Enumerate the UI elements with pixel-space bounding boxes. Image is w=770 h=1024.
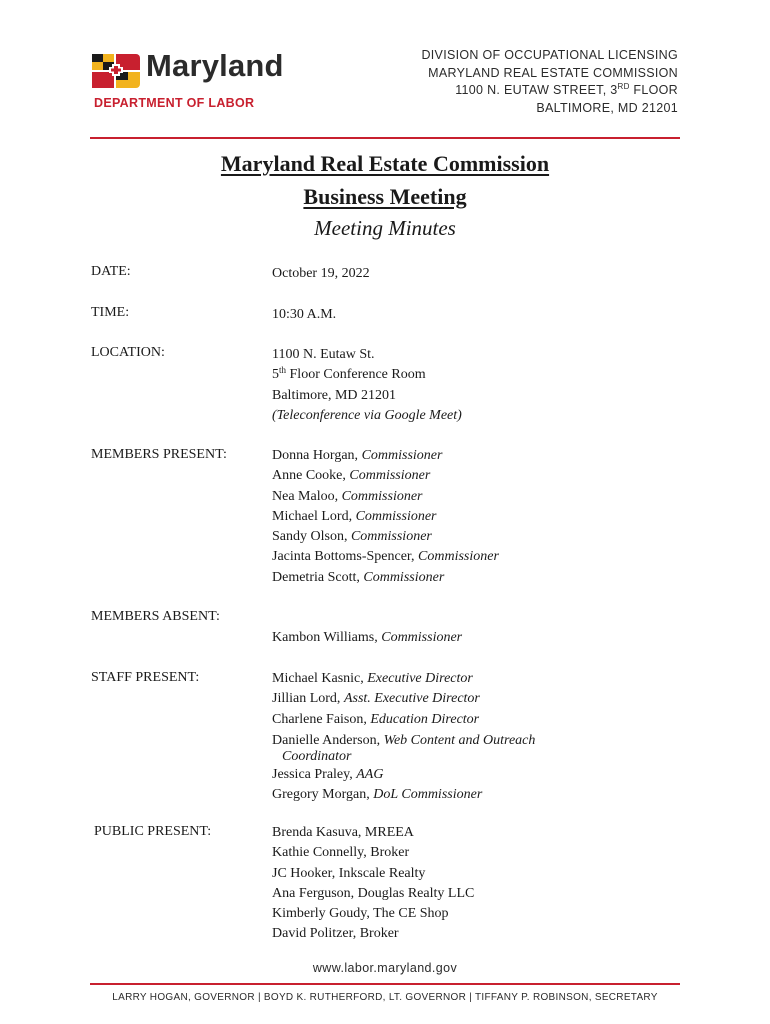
list-item: Gregory Morgan, DoL Commissioner [272, 787, 483, 803]
list-item: Ana Ferguson, Douglas Realty LLC [272, 885, 475, 901]
header-address [421, 47, 678, 117]
logo-wordmark: Maryland [146, 48, 284, 83]
maryland-labor-logo [92, 50, 312, 112]
time-value: 10:30 A.M. [272, 307, 337, 322]
members-present-list [272, 446, 499, 588]
footer-officials: LARRY HOGAN, GOVERNOR | BOYD K. RUTHERFORD, LT. GOVERNOR | TIFFANY P. ROBINSON, SECRETARY [112, 992, 658, 1003]
list-item: Kimberly Goudy, The CE Shop [272, 906, 449, 922]
time-label: TIME: [91, 305, 130, 320]
list-item: Demetria Scott, Commissioner [272, 569, 445, 585]
location-label: LOCATION: [91, 345, 165, 360]
address-line-4: BALTIMORE, MD 21201 [536, 100, 678, 115]
document-type: Meeting Minutes [314, 216, 456, 240]
maryland-flag-icon [92, 50, 140, 90]
members-absent-label: MEMBERS ABSENT: [91, 609, 220, 624]
list-item: Michael Kasnic, Executive Director [272, 671, 473, 686]
footer-divider [90, 983, 680, 985]
staff-present-label: STAFF PRESENT: [91, 670, 200, 685]
logo-subtitle: DEPARTMENT OF LABOR [94, 96, 255, 110]
list-item: Charlene Faison, Education Director [272, 711, 480, 727]
members-absent-list [272, 628, 462, 648]
document-title: Maryland Real Estate Commission [220, 151, 550, 176]
address-line-2: MARYLAND REAL ESTATE COMMISSION [428, 65, 678, 80]
date-label: DATE: [91, 264, 131, 279]
header-divider [90, 137, 680, 139]
list-item: Nea Maloo, Commissioner [272, 488, 423, 504]
list-item: Jessica Praley, AAG [272, 766, 384, 782]
list-item: Danielle Anderson, Web Content and Outreach [272, 732, 536, 748]
list-item: Anne Cooke, Commissioner [272, 468, 431, 484]
date-value: October 19, 2022 [272, 266, 370, 281]
list-item: Kathie Connelly, Broker [272, 845, 410, 861]
location-value: 1100 N. Eutaw St. 5th Floor Conference Room Baltimore, MD 21201 (Teleconference via Google Meet) [272, 347, 462, 423]
list-item: Donna Horgan, Commissioner [272, 448, 443, 463]
public-present-list [272, 823, 474, 945]
list-item: Kambon Williams, Commissioner [272, 630, 463, 645]
list-item: Jacinta Bottoms-Spencer, Commissioner [272, 549, 499, 565]
list-item: Sandy Olson, Commissioner [272, 529, 432, 545]
members-present-label: MEMBERS PRESENT: [91, 447, 227, 462]
list-item: David Politzer, Broker [272, 926, 399, 942]
list-item: Michael Lord, Commissioner [272, 508, 437, 524]
footer-website-link[interactable]: www.labor.maryland.gov [312, 961, 458, 975]
address-line-1: DIVISION OF OCCUPATIONAL LICENSING [421, 48, 678, 62]
public-present-label: PUBLIC PRESENT: [94, 824, 212, 839]
list-item: Brenda Kasuva, MREEA [272, 825, 414, 840]
address-line-3: 1100 N. EUTAW STREET, 3RD FLOOR [455, 82, 678, 97]
list-item: Jillian Lord, Asst. Executive Director [272, 691, 480, 707]
document-subtitle: Business Meeting [303, 184, 467, 209]
list-item: JC Hooker, Inkscale Realty [272, 865, 426, 881]
staff-present-list: Michael Kasnic, Executive Director Jillian Lord, Asst. Executive Director Charlene Faison, Education Director Danielle Anderson, Web Content and Outreach Coordinator Jessica Praley, AAG Gregory Morgan, DoL Commissioner [272, 669, 535, 805]
